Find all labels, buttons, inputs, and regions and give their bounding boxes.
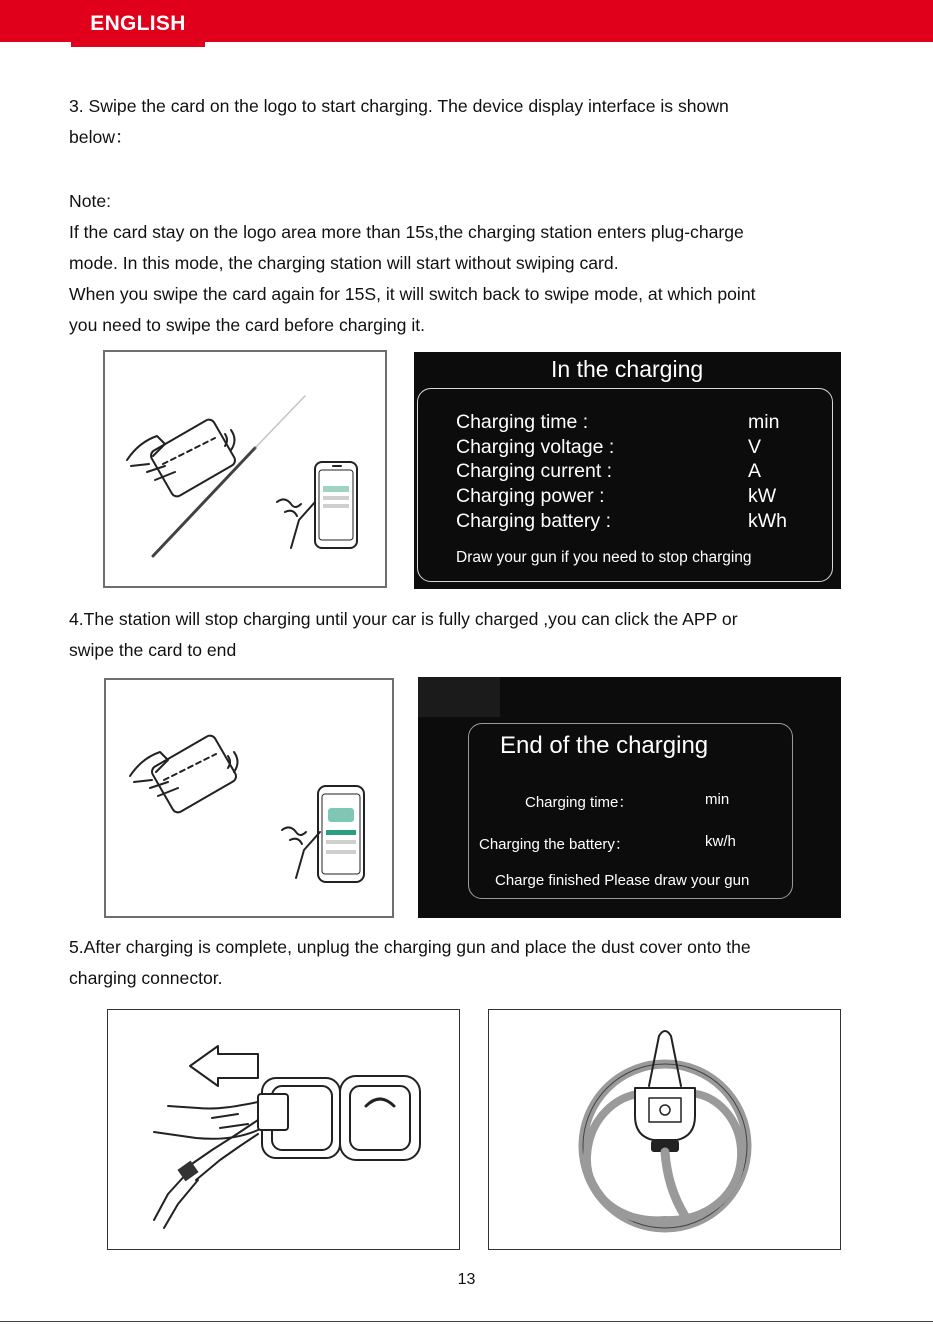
note-line: If the card stay on the logo area more than 15s,the charging station enters plug-charge xyxy=(69,222,744,242)
charging-time-label: Charging time : xyxy=(456,411,589,433)
rfid-card-icon xyxy=(150,733,238,814)
hand-icon xyxy=(154,1102,258,1139)
step5-line: charging connector. xyxy=(69,968,223,988)
note-line: When you swipe the card again for 15S, it will switch back to swipe mode, at which point xyxy=(69,284,756,304)
step5-line: 5.After charging is complete, unplug the charging gun and place the dust cover onto the xyxy=(69,937,751,957)
charging-battery-unit: kWh xyxy=(748,510,787,532)
charging-current-label: Charging current : xyxy=(456,460,613,482)
charging-info-box xyxy=(417,388,833,582)
step3-line: below： xyxy=(69,127,133,147)
end-charging-info-box xyxy=(468,723,793,899)
footer-divider xyxy=(0,1321,933,1322)
charging-voltage-label: Charging voltage : xyxy=(456,436,615,458)
note-line: mode. In this mode, the charging station will start without swiping card. xyxy=(69,253,619,273)
holster-icon xyxy=(649,1031,681,1086)
stop-charging-hint: Draw your gun if you need to stop charging xyxy=(456,549,752,566)
end-charging-title: End of the charging xyxy=(500,732,709,759)
note-line: you need to swipe the card before charging it. xyxy=(69,315,426,335)
end-charging-screen xyxy=(418,677,841,918)
end-charging-illustration xyxy=(104,678,394,918)
page-number: 13 xyxy=(457,1271,476,1288)
end-charging-time-unit: min xyxy=(705,791,730,808)
note-heading: Note: xyxy=(69,191,112,211)
end-charging-battery-label: Charging the battery： xyxy=(479,836,630,853)
charging-power-unit: kW xyxy=(748,485,777,507)
step4-line: swipe the card to end xyxy=(69,640,237,660)
rfid-card-icon xyxy=(149,417,237,498)
end-charging-time-label: Charging time： xyxy=(525,794,634,811)
hand-icon xyxy=(130,752,178,796)
gun-holster-illustration xyxy=(488,1009,841,1250)
charging-voltage-unit: V xyxy=(748,436,762,458)
step5-text xyxy=(69,932,869,994)
step4-line: 4.The station will stop charging until your car is fully charged ,you can click the APP or xyxy=(69,609,738,629)
charging-screen-title: In the charging xyxy=(551,356,704,382)
charge-finished-hint: Charge finished Please draw your gun xyxy=(495,872,750,889)
note-text xyxy=(69,186,869,341)
swipe-card-illustration xyxy=(103,350,387,588)
step3-line: 3. Swipe the card on the logo to start charging. The device display interface is shown xyxy=(69,96,729,116)
charging-current-unit: A xyxy=(748,460,762,482)
step3-text xyxy=(69,91,869,153)
charging-power-label: Charging power : xyxy=(456,485,605,507)
charging-screen xyxy=(414,352,841,589)
unplug-gun-illustration xyxy=(107,1009,460,1250)
charging-gun-icon xyxy=(635,1088,695,1140)
end-charging-battery-unit: kw/h xyxy=(705,833,736,850)
left-arrow-icon xyxy=(190,1046,258,1086)
charging-battery-label: Charging battery : xyxy=(456,510,612,532)
charging-time-unit: min xyxy=(748,411,780,433)
language-tab[interactable]: ENGLISH xyxy=(71,0,205,50)
step4-text xyxy=(69,604,869,666)
